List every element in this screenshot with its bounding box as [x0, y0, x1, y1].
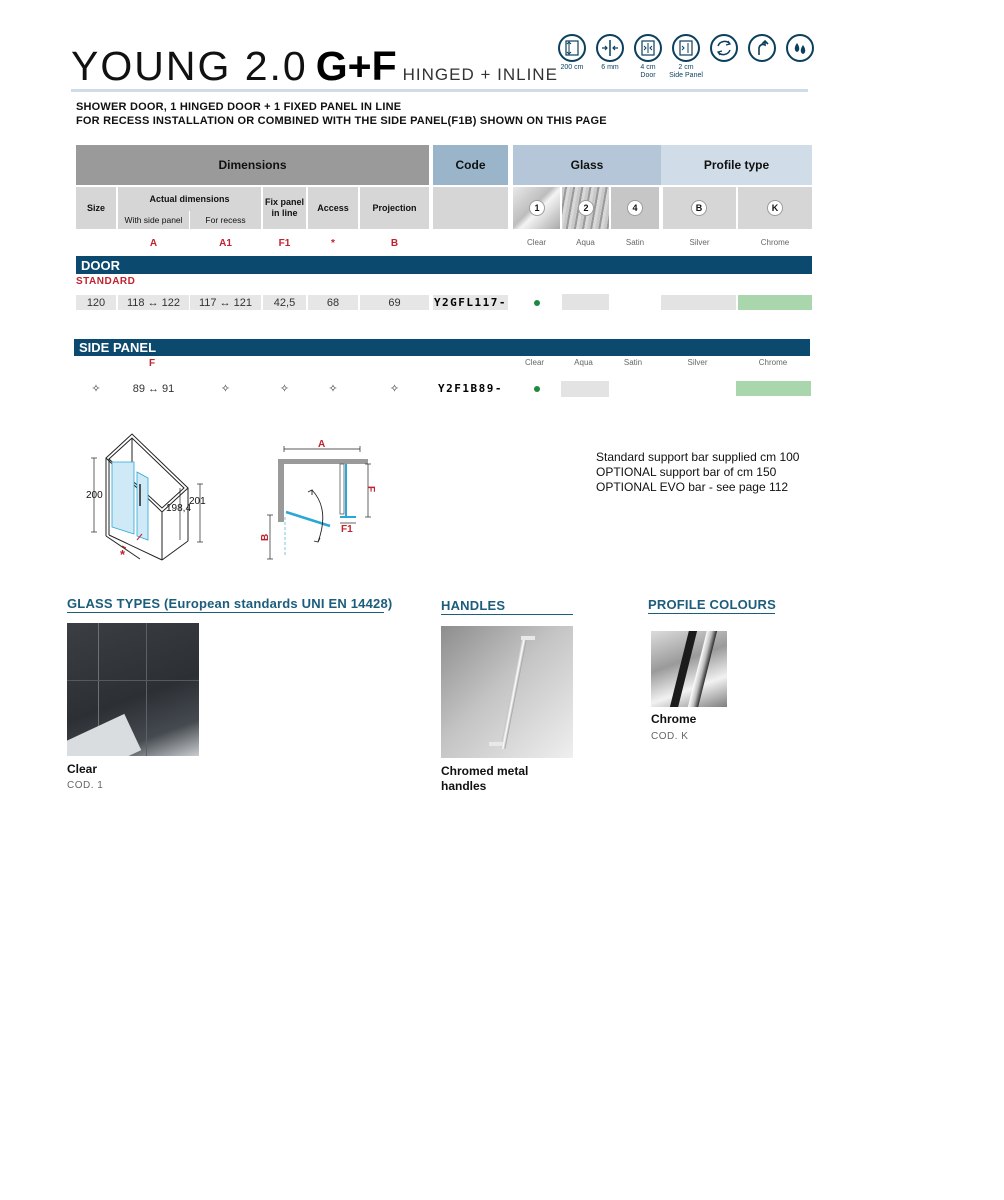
perspective-diagram	[82, 428, 212, 568]
dimensions-header: Dimensions	[76, 145, 429, 185]
water-drops-icon	[783, 33, 817, 63]
diagram-dim-198: 198,4	[166, 503, 192, 514]
support-bar-notes	[596, 450, 799, 495]
glass-types-rule	[67, 612, 384, 613]
glass-clear-name: Clear	[67, 762, 98, 776]
glass-badge-2: 2	[578, 200, 594, 216]
side-projection-cell: ✧	[389, 383, 400, 395]
code-subheader	[433, 187, 508, 229]
model-code: G+F	[315, 43, 397, 89]
plan-diagram	[256, 437, 386, 567]
profile-badge-b: B	[691, 200, 707, 216]
product-description: SHOWER DOOR, 1 HINGED DOOR + 1 FIXED PANEL IN LINE FOR RECESS INSTALLATION OR COMBINED WITH THE SIDE PANEL(F1B) SHOWN ON THIS PAGE	[76, 101, 607, 127]
profile-chrome-cod: COD. K	[651, 731, 689, 742]
note-evo-bar: OPTIONAL EVO bar - see page 112	[596, 480, 789, 494]
diagram-dim-201: 201	[189, 496, 206, 507]
door-standard-label: STANDARD	[76, 276, 136, 287]
profile-colours-title: PROFILE COLOURS	[648, 597, 776, 612]
side-option-label-silver: Silver	[687, 358, 708, 367]
side-size-cell: ✧	[91, 383, 101, 395]
door-aqua-cell	[562, 294, 609, 310]
glass-header: Glass	[513, 145, 661, 185]
opening-icon	[745, 33, 779, 63]
side-for-recess-cell: ✧	[220, 383, 231, 395]
door-projection-cell: 69	[360, 295, 429, 310]
option-label-aqua: Aqua	[576, 238, 595, 247]
dim-code-f1: F1	[278, 238, 291, 249]
profile-silver-swatch	[663, 187, 736, 229]
glass-clear-cod: COD. 1	[67, 780, 104, 791]
handles-rule	[441, 614, 573, 615]
plan-label-f1: F1	[341, 524, 353, 535]
side-option-label-chrome: Chrome	[758, 358, 788, 367]
glass-aqua-swatch	[562, 187, 609, 229]
diagram-dim-200: 200	[86, 490, 103, 501]
side-code-cell: Y2F1B89-	[438, 382, 503, 395]
profile-chrome-photo	[651, 631, 727, 707]
side-clear-available-dot	[534, 386, 540, 392]
side-access-cell: ✧	[328, 383, 338, 395]
dim-code-b: B	[390, 238, 399, 249]
option-label-satin: Satin	[625, 238, 645, 247]
side-with-side-panel-cell: 89 ↔ 91	[132, 382, 175, 395]
plan-label-b: B	[260, 533, 271, 541]
for-recess-subheader: For recess	[190, 211, 261, 229]
handles-title: HANDLES	[441, 598, 506, 613]
side-fix-panel-cell: ✧	[279, 383, 290, 395]
reversible-icon	[707, 33, 741, 63]
model-subtitle: HINGED + INLINE	[402, 65, 558, 84]
actual-dimensions-subheader: Actual dimensions	[118, 187, 261, 211]
thickness-caption: 6 mm	[601, 64, 619, 71]
door-for-recess-cell: 117 ↔ 121	[190, 295, 261, 310]
door-access-cell: 68	[308, 295, 358, 310]
side-option-label-clear: Clear	[524, 358, 545, 367]
side-panel-band: SIDE PANEL	[74, 339, 810, 356]
fix-panel-subheader: Fix panel in line	[263, 187, 306, 229]
side-chrome-cell	[736, 381, 811, 396]
title-underline	[71, 89, 808, 92]
door-chrome-cell	[738, 295, 812, 310]
side-option-label-satin: Satin	[623, 358, 643, 367]
door-fix-panel-cell: 42,5	[263, 295, 306, 310]
door-code-cell: Y2GFL117-	[433, 296, 508, 309]
profile-chrome-name: Chrome	[651, 712, 697, 726]
dim-code-a: A	[149, 238, 158, 249]
side-panel-adjust-icon	[669, 33, 703, 80]
option-label-chrome: Chrome	[760, 238, 790, 247]
side-option-label-aqua: Aqua	[574, 358, 593, 367]
height-caption: 200 cm	[560, 64, 584, 71]
side-aqua-cell	[561, 381, 609, 397]
product-title	[71, 43, 558, 89]
model-name: YOUNG 2.0	[71, 43, 308, 89]
option-label-clear: Clear	[526, 238, 547, 247]
diagram-star: *	[120, 547, 126, 562]
profile-badge-k: K	[767, 200, 783, 216]
door-clear-available-dot	[534, 300, 540, 306]
code-header: Code	[433, 145, 508, 185]
side-panel-caption: 2 cm Side Panel	[669, 64, 703, 79]
note-standard-bar: Standard support bar supplied cm 100	[596, 450, 800, 464]
plan-label-a: A	[318, 439, 326, 450]
profile-chrome-swatch	[738, 187, 812, 229]
door-band: DOOR	[76, 256, 812, 274]
dim-code-access: *	[331, 238, 335, 249]
feature-icons	[555, 33, 815, 83]
side-panel-dim-code-f: F	[148, 358, 156, 369]
glass-badge-4: 4	[627, 200, 643, 216]
handle-photo	[441, 626, 573, 758]
access-subheader: Access	[308, 187, 358, 229]
profile-header: Profile type	[661, 145, 812, 185]
glass-badge-1: 1	[529, 200, 545, 216]
projection-subheader: Projection	[360, 187, 429, 229]
door-size-cell: 120	[76, 295, 116, 310]
glass-clear-photo	[67, 623, 199, 756]
profile-colours-rule	[648, 613, 775, 614]
glass-satin-swatch	[611, 187, 659, 229]
plan-label-f: F	[365, 486, 376, 493]
handle-name: Chromed metal handles	[441, 764, 529, 793]
size-subheader: Size	[76, 187, 116, 229]
door-adjust-caption: 4 cm Door	[640, 64, 656, 79]
door-with-side-panel-cell: 118 ↔ 122	[118, 295, 189, 310]
note-optional-bar: OPTIONAL support bar of cm 150	[596, 465, 777, 479]
door-silver-cell	[661, 295, 736, 310]
glass-clear-swatch	[513, 187, 560, 229]
with-side-panel-subheader: With side panel	[118, 211, 189, 229]
glass-types-title: GLASS TYPES (European standards UNI EN 14428)	[67, 596, 393, 611]
dim-code-a1: A1	[219, 238, 232, 249]
option-label-silver: Silver	[689, 238, 710, 247]
